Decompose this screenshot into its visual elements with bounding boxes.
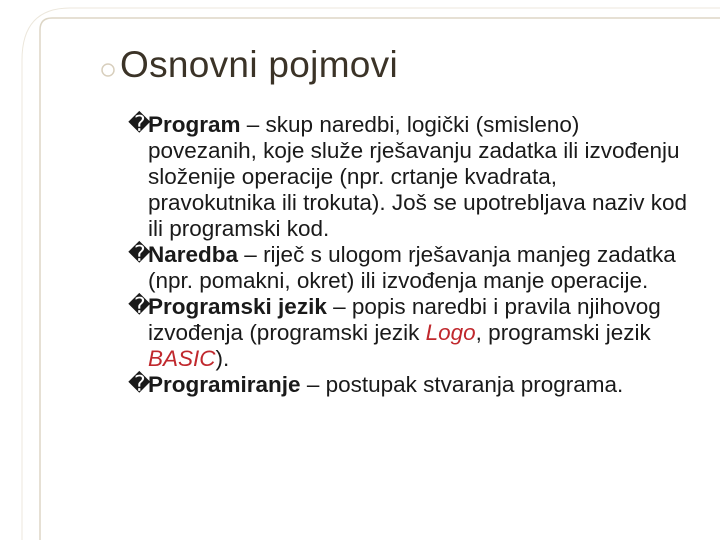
term-program: Program	[148, 112, 241, 137]
definition-programski-jezik-part2: , programski jezik	[475, 320, 651, 345]
link-logo[interactable]: Logo	[425, 320, 476, 345]
bullet-icon: �	[128, 372, 151, 397]
bullet-list	[128, 112, 688, 398]
definition-programski-jezik-part3: ).	[215, 346, 230, 371]
slide-title: Osnovni pojmovi	[120, 44, 399, 85]
link-basic[interactable]: BASIC	[148, 346, 216, 371]
bullet-icon: �	[128, 112, 151, 137]
list-item-program	[128, 112, 688, 242]
definition-programski-jezik-part1: – popis naredbi i pravila njihovog izvođenja (programski jezik	[148, 294, 661, 345]
list-item-programski-jezik	[128, 294, 688, 372]
bullet-icon: �	[128, 294, 151, 319]
term-programiranje: Programiranje	[148, 372, 301, 397]
definition-program: – skup naredbi, logički (smisleno) povezanih, koje služe rješavanju zadatka ili izvođenju složenije operacije (npr. crtanje kvadrata, pravokutnika ili trokuta). Još se upotrebljava naziv kod ili programski kod.	[148, 112, 688, 241]
bullet-icon: �	[128, 242, 151, 267]
term-programski-jezik: Programski jezik	[148, 294, 327, 319]
term-naredba: Naredba	[148, 242, 239, 267]
definition-naredba: – riječ s ulogom rješavanja manjeg zadatka (npr. pomakni, okret) ili izvođenja manje operacije.	[148, 242, 676, 293]
list-item-naredba	[128, 242, 688, 294]
list-item-programiranje	[128, 372, 688, 398]
definition-programiranje: – postupak stvaranja programa.	[300, 372, 624, 397]
